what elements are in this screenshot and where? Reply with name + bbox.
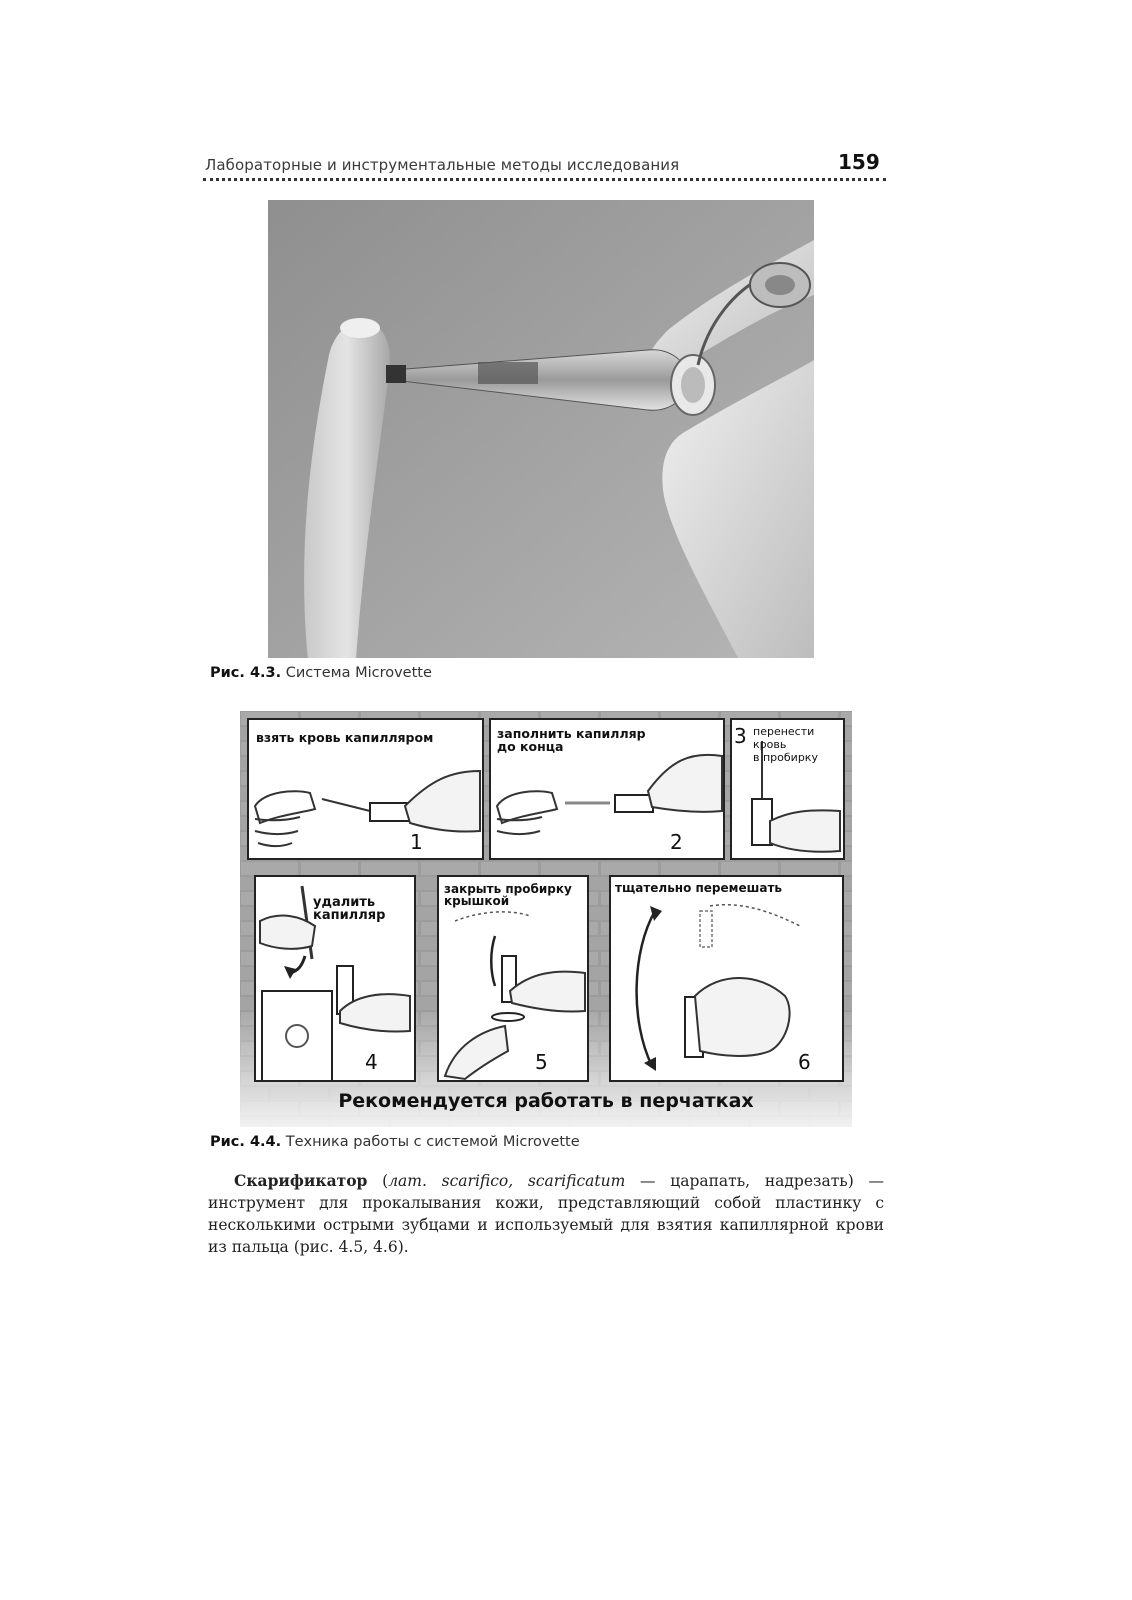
step-3-label-line3: в пробирку [753, 751, 818, 764]
figure-4-3-caption-text: Система Microvette [285, 665, 432, 681]
step-2-label-line2: до конца [497, 739, 564, 754]
figure-4-4-label: Рис. 4.4. [210, 1134, 282, 1150]
step-4-label-line1: удалить [313, 895, 376, 910]
figure-4-3-caption [210, 665, 432, 681]
paren-open: ( [382, 1172, 389, 1190]
gloves-banner: Рекомендуется работать в перчатках [338, 1090, 754, 1112]
microvette-photo-illustration [268, 200, 814, 658]
figure-4-3-label: Рис. 4.3. [210, 665, 282, 681]
microvette-technique-figure [240, 711, 852, 1127]
lat-abbrev: лат. [388, 1172, 427, 1190]
microvette-photo [268, 200, 814, 658]
step-5-label-line1: закрыть пробирку [444, 882, 572, 896]
step-6-number: 6 [798, 1050, 811, 1074]
scarifier-paragraph [208, 1170, 884, 1258]
step-1-label: взять кровь капилляром [256, 730, 434, 745]
paragraph-rest: — царапать, надрезать) — инструмент для прокалывания кожи, представляющий собой пластинку с несколькими острыми зубцами и используемый для взятия капиллярной крови из пальца (рис. 4.5, 4.6). [208, 1172, 884, 1256]
step-3-panel [731, 719, 844, 859]
technique-steps-illustration [240, 711, 852, 1127]
step-3-label-line2: кровь [753, 738, 787, 751]
figure-4-4-caption [210, 1134, 580, 1150]
term-scarifier: Скарификатор [234, 1171, 368, 1190]
step-2-label-line1: заполнить капилляр [497, 726, 646, 741]
figure-4-4-caption-text: Техника работы с системой Microvette [285, 1134, 580, 1150]
step-4-label-line2: капилляр [313, 908, 386, 923]
step-5-label-line2: крышкой [444, 894, 510, 908]
step-1-number: 1 [410, 830, 423, 854]
step-3-number: 3 [734, 724, 747, 748]
step-5-number: 5 [535, 1050, 548, 1074]
header-divider [203, 178, 886, 181]
step-6-label: тщательно перемешать [615, 881, 782, 895]
latin-words: scarifico, scarificatum [441, 1172, 626, 1190]
running-header: Лабораторные и инструментальные методы исследования [205, 156, 680, 174]
step-4-number: 4 [365, 1050, 378, 1074]
step-2-number: 2 [670, 830, 683, 854]
page-number: 159 [838, 150, 880, 174]
step-3-label-line1: перенести [753, 725, 815, 738]
